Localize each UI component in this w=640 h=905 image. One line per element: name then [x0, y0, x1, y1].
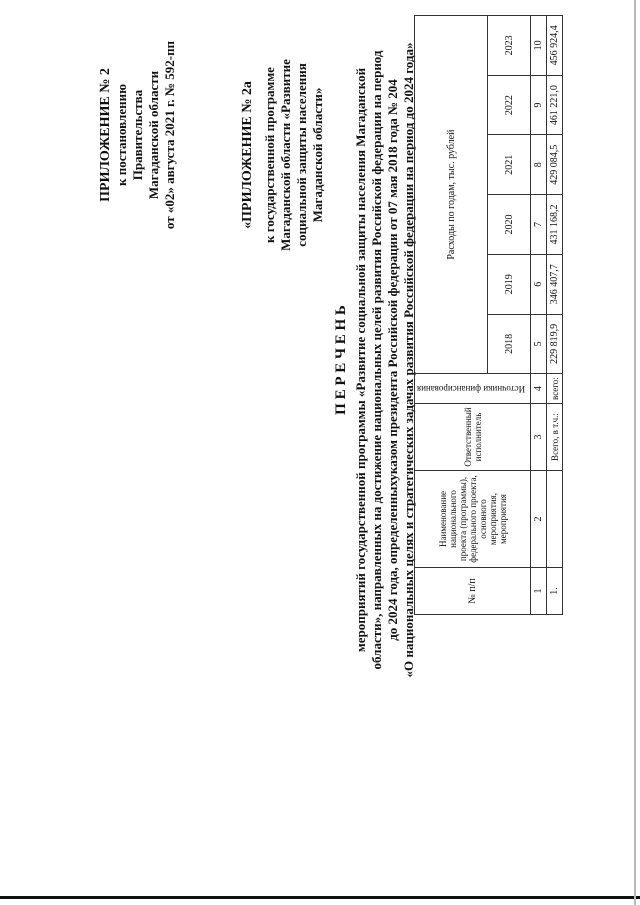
col-number: 2: [531, 471, 547, 568]
row-source: всего:: [547, 374, 563, 404]
col-number: 6: [531, 254, 547, 314]
header-name: Наименование национального проекта (программы), федерального проекта, основного мероприятия, мероприятия: [415, 471, 531, 568]
row-responsible: Всего, в т.ч.:: [547, 404, 563, 471]
col-number: 5: [531, 314, 547, 374]
appendix-block: [98, 10, 178, 260]
title-line: области», направленных на достижение национальных целей развития Российской федерации на период: [369, 50, 384, 670]
header-year: 2022: [488, 75, 531, 135]
appendix-line: Правительства: [130, 89, 145, 181]
row-name: [547, 471, 563, 568]
table-colnum-row: [531, 16, 547, 615]
col-number: 3: [531, 404, 547, 471]
appendix-2a-title: «ПРИЛОЖЕНИЕ № 2а: [240, 81, 255, 229]
header-source: Источники финансирования: [417, 383, 526, 394]
header-year: 2018: [488, 314, 531, 374]
appendix-2a-line: Магаданской области «Развитие: [278, 59, 293, 251]
row-num: 1.: [547, 568, 563, 615]
header-source-cell: [415, 374, 531, 404]
expenses-table: [414, 15, 563, 615]
col-number: 4: [531, 374, 547, 404]
appendix-title: ПРИЛОЖЕНИЕ № 2: [98, 68, 113, 202]
header-responsible: Ответственный исполнитель: [415, 404, 531, 471]
row-value: 461 221,0: [547, 75, 563, 135]
rotated-landscape-page: [8, 5, 638, 905]
row-value: 229 819,9: [547, 314, 563, 374]
appendix-line: к постановлению: [114, 83, 129, 187]
header-year: 2021: [488, 135, 531, 195]
appendix-line: Магаданской области: [146, 70, 161, 200]
title-block: [333, 15, 417, 705]
col-number: 1: [531, 568, 547, 615]
row-value: 429 084,5: [547, 135, 563, 195]
appendix-date: от «02» августа 2021 г. № 592-пп: [162, 40, 177, 230]
page-title: П Е Р Е Ч Е Н Ь: [333, 305, 349, 415]
appendix-2a-line: к государственной программе: [262, 67, 277, 243]
header-year: 2020: [488, 195, 531, 255]
title-line: «О национальных целях и стратегических задачах развития Российской федерации на период до 2024 года»: [401, 42, 416, 678]
title-line: мероприятий государственной программы «Развитие социальной защиты населения Магаданской: [353, 67, 368, 653]
col-number: 7: [531, 195, 547, 255]
appendix-2a-block: [240, 15, 326, 295]
col-number: 9: [531, 75, 547, 135]
header-num: № п/п: [415, 568, 531, 615]
table-header-row: [415, 16, 488, 615]
row-value: 431 168,2: [547, 195, 563, 255]
title-line: до 2024 года, определенныхуказом президента Российской федерации от 07 мая 2018 года № 204: [385, 79, 400, 641]
col-number: 10: [531, 16, 547, 76]
appendix-2a-line: социальной защиты населения: [294, 63, 309, 247]
scan-edge-line: [0, 896, 640, 899]
header-expenses: Расходы по годам, тыс. рублей: [415, 16, 488, 374]
col-number: 8: [531, 135, 547, 195]
appendix-2a-line: Магаданской области»: [310, 87, 325, 223]
header-year: 2023: [488, 16, 531, 76]
row-value: 346 407,7: [547, 254, 563, 314]
header-year: 2019: [488, 254, 531, 314]
scan-right-edge: [634, 0, 636, 905]
table-row: [547, 16, 563, 615]
row-value: 456 924,4: [547, 16, 563, 76]
